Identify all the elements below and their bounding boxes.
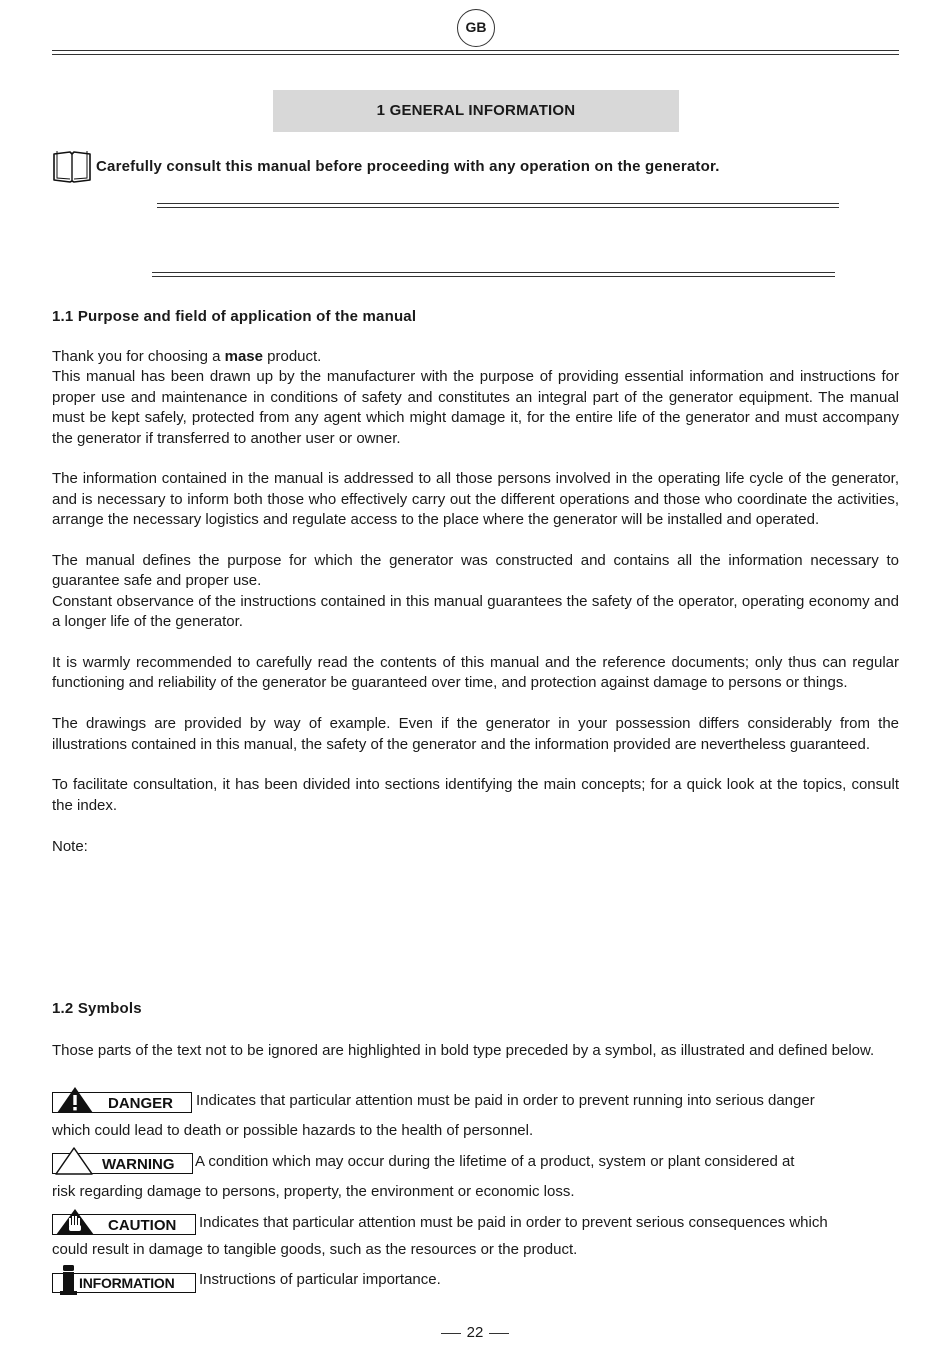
danger-label: DANGER [108, 1095, 174, 1112]
caution-hand-icon [69, 1216, 81, 1231]
purpose-body [52, 347, 899, 857]
heading-purpose: 1.1 Purpose and field of application of the manual [52, 308, 417, 325]
information-label: INFORMATION [79, 1275, 175, 1291]
danger-description-line2: which could lead to death or possible hazards to the health of personnel. [52, 1122, 534, 1139]
divider-lower [152, 272, 835, 277]
information-badge [52, 1264, 197, 1296]
thanks-line: Thank you for choosing a mase product. [52, 348, 322, 365]
symbols-intro: Those parts of the text not to be ignored are highlighted in bold type preceded by a symbol, as illustrated and defined below. [52, 1042, 875, 1059]
heading-symbols: 1.2 Symbols [52, 1000, 142, 1017]
paragraph-2: The information contained in the manual is addressed to all those persons involved in the operating life cycle of the generator, and is necessary to inform both those who effectively carry out the different operations and those who coordinate the activities, arrange the necessary logistics and regulate access to the place where the generator will be installed and operated. [52, 470, 899, 529]
warning-badge [52, 1147, 194, 1175]
page-number-dash-left [441, 1333, 461, 1334]
paragraph-6: To facilitate consultation, it has been divided into sections identifying the main concepts; for a quick look at the topics, consult the index. [52, 776, 899, 814]
page-number-value: 22 [466, 1324, 484, 1341]
paragraph-3b: Constant observance of the instructions contained in this manual guarantees the safety of the operator, operating economy and a longer life of the generator. [52, 592, 899, 631]
warning-description-line2: risk regarding damage to persons, property, the environment or economic loss. [52, 1183, 575, 1200]
information-description-line1: Instructions of particular importance. [199, 1271, 441, 1288]
warning-label: WARNING [102, 1156, 175, 1173]
open-book-icon [52, 148, 92, 184]
caution-description-line2: could result in damage to tangible goods, such as the resources or the product. [52, 1241, 578, 1258]
paragraph-5: The drawings are provided by way of example. Even if the generator in your possession differs considerably from the illustrations contained in this manual, the safety of the generator and the information provided are nevertheless guaranteed. [52, 715, 899, 753]
caution-description-line1: Indicates that particular attention must be paid in order to prevent serious consequences which [199, 1214, 828, 1231]
note-label: Note: [52, 837, 88, 855]
danger-badge [52, 1086, 193, 1114]
paragraph-1: This manual has been drawn up by the manufacturer with the purpose of providing essential information and instructions for proper use and maintenance in conditions of safety and constitutes an integral part of the generator equipment. The manual must be kept safely, protected from any agent which might damage it, for the entire life of the generator and must accompany the generator if transferred to another user or owner. [52, 368, 899, 447]
caution-label: CAUTION [108, 1217, 177, 1234]
paragraph-4: It is warmly recommended to carefully read the contents of this manual and the reference documents; only thus can regular functioning and reliability of the generator be guaranteed over time, and protection against damage to persons or things. [52, 654, 899, 692]
paragraph-3a: The manual defines the purpose for which the generator was constructed and contains all the information necessary to guarantee safe and proper use. [52, 552, 899, 590]
page-number-dash-right [489, 1333, 509, 1334]
language-badge: GB [457, 9, 495, 47]
caution-badge [52, 1208, 197, 1236]
consult-manual-notice: Carefully consult this manual before proceeding with any operation on the generator. [96, 158, 720, 175]
danger-description-line1: Indicates that particular attention must be paid in order to prevent running into serious danger [196, 1092, 815, 1109]
warning-description-line1: A condition which may occur during the lifetime of a product, system or plant considered at [195, 1153, 795, 1170]
brand-name: mase [224, 348, 263, 365]
section-title: 1 GENERAL INFORMATION [273, 90, 679, 132]
divider-upper [157, 203, 839, 208]
header-divider [52, 50, 899, 55]
page-number [0, 1324, 950, 1341]
